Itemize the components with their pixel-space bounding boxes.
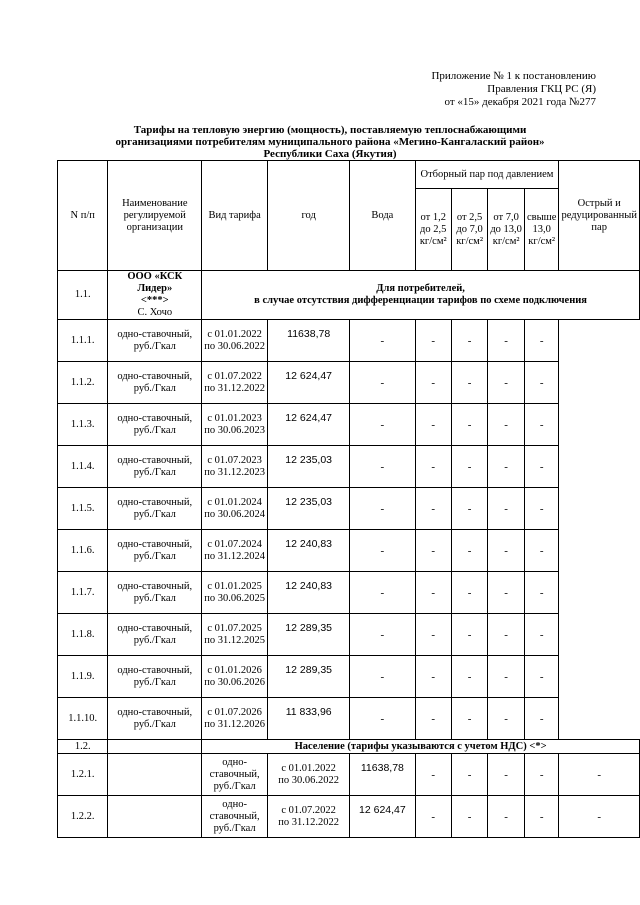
row-number: 1.1.10. [58,698,108,740]
period [202,530,268,572]
sharp-value: - [524,446,558,488]
row-number: 1.1.6. [58,530,108,572]
section-title-line-1: Для потребителей, [376,283,465,294]
period-to: по 31.12.2022 [204,382,265,394]
period-to: по 30.06.2024 [204,508,265,520]
period [202,572,268,614]
table-row [58,572,640,614]
p2-value: - [451,796,487,838]
p2-value: - [415,488,451,530]
p2-value: - [415,656,451,698]
sharp-value: - [524,698,558,740]
p1-value: - [350,572,415,614]
row-number: 1.1.4. [58,446,108,488]
period [202,488,268,530]
p3-value: - [451,488,487,530]
period [202,362,268,404]
table-body [58,271,640,320]
header-p1: от 1,2 до 2,5 кг/см² [415,189,451,271]
water-value: 12 624,47 [268,404,350,446]
p2-value: - [415,320,451,362]
p4-value: - [524,796,558,838]
p1-value: - [415,796,451,838]
p3-value: - [451,656,487,698]
section-title [202,271,640,320]
period-from: с 01.01.2026 [207,664,262,676]
row-number: 1.1.5. [58,488,108,530]
p3-value: - [451,614,487,656]
section-title: Население (тарифы указываются с учетом НДС) <*> [202,740,640,754]
p4-value: - [488,404,525,446]
header-line-1: Приложение № 1 к постановлению [431,70,596,82]
tariff-table [57,160,640,838]
table-row [58,754,640,796]
row-number: 1.2.1. [58,754,108,796]
header-org: Наименование регулируемой организации [108,161,202,271]
water-value: 12 624,47 [268,362,350,404]
period [268,796,350,838]
tariff-type: одно-ставочный, руб./Гкал [108,614,202,656]
sharp-value: - [559,796,640,838]
p2-value: - [415,698,451,740]
header-sharp: Острый и редуцированный пар [559,161,640,271]
header-num: N п/п [58,161,108,271]
period-to: по 30.06.2025 [204,592,265,604]
header-p3: от 7,0 до 13,0 кг/см² [488,189,525,271]
water-value: 12 235,03 [268,488,350,530]
row-number: 1.1.3. [58,404,108,446]
period-from: с 01.07.2023 [207,454,262,466]
row-number: 1.1.2. [58,362,108,404]
period-to: по 31.12.2025 [204,634,265,646]
organization-note: <***> [140,295,169,306]
sharp-value: - [524,572,558,614]
p1-value: - [350,530,415,572]
period-from: с 01.01.2023 [207,412,262,424]
period-to: по 31.12.2023 [204,466,265,478]
tariff-type: одно-ставочный, руб./Гкал [108,320,202,362]
water-value: 11638,78 [268,320,350,362]
row-number: 1.1.8. [58,614,108,656]
tariff-type: одно-ставочный, руб./Гкал [108,362,202,404]
p4-value: - [488,614,525,656]
table-row [58,488,640,530]
sharp-value: - [559,754,640,796]
table-row [58,614,640,656]
p2-value: - [415,404,451,446]
table-row [58,362,640,404]
period-from: с 01.01.2022 [281,762,336,774]
p4-value: - [488,698,525,740]
section-num: 1.1. [58,271,108,320]
organization-name: ООО «КСК Лидер» [127,271,183,294]
p3-value: - [451,404,487,446]
p4-value: - [488,572,525,614]
period [202,698,268,740]
sharp-value: - [524,320,558,362]
section-2 [58,740,640,754]
p1-value: - [350,698,415,740]
p2-value: - [415,572,451,614]
header-p4: свыше 13,0 кг/см² [524,189,558,271]
tariff-type: одно-ставочный, руб./Гкал [108,572,202,614]
tariff-type: одно-ставочный, руб./Гкал [108,698,202,740]
organization-cell [108,271,202,320]
tariff-type: одно-ставочный, руб./Гкал [108,530,202,572]
p3-value: - [488,796,525,838]
water-value: 12 289,35 [268,656,350,698]
table-row [58,320,640,362]
section-num: 1.2. [58,740,108,754]
table-row [58,530,640,572]
table-row [58,404,640,446]
period-to: по 31.12.2024 [204,550,265,562]
period [202,446,268,488]
p4-value: - [488,320,525,362]
water-value: 11 833,96 [268,698,350,740]
header-line-2: Правления ГКЦ РС (Я) [487,83,596,95]
sharp-value: - [524,488,558,530]
sharp-value: - [524,404,558,446]
water-value: 12 235,03 [268,446,350,488]
row-number: 1.1.7. [58,572,108,614]
row-number: 1.2.2. [58,796,108,838]
period [202,404,268,446]
row-number: 1.1.9. [58,656,108,698]
p3-value: - [488,754,525,796]
table-header [58,161,640,271]
p2-value: - [415,362,451,404]
period-from: с 01.07.2024 [207,538,262,550]
p1-value: - [415,754,451,796]
p3-value: - [451,530,487,572]
period [202,614,268,656]
period-from: с 01.07.2025 [207,622,262,634]
header-water: Вода [350,161,415,271]
period-to: по 30.06.2023 [204,424,265,436]
title-line-2: организациями потребителям муниципального района «Мегино-Кангалаский район» [115,136,545,148]
table-row [58,656,640,698]
p1-value: - [350,362,415,404]
water-value: 12 624,47 [350,796,415,838]
p4-value: - [488,656,525,698]
p3-value: - [451,572,487,614]
header-p2: от 2,5 до 7,0 кг/см² [451,189,487,271]
p2-value: - [415,614,451,656]
period [202,320,268,362]
p1-value: - [350,404,415,446]
p4-value: - [524,754,558,796]
title-line-3: Республики Саха (Якутия) [263,148,397,160]
p1-value: - [350,614,415,656]
document-title [60,124,600,160]
tariff-type: одно-ставочный, руб./Гкал [202,754,268,796]
table-row [58,446,640,488]
period-to: по 31.12.2022 [278,816,340,828]
section-title-line-2: в случае отсутствия дифференциации тарифов по схеме подключения [254,295,587,306]
period-from: с 01.07.2022 [207,370,262,382]
period-from: с 01.01.2022 [207,328,262,340]
sharp-value: - [524,530,558,572]
title-line-1: Тарифы на тепловую энергию (мощность), поставляемую теплоснабжающими [133,124,527,136]
period-to: по 30.06.2022 [204,340,265,352]
organization-place: С. Хочо [137,307,173,318]
p4-value: - [488,446,525,488]
p1-value: - [350,446,415,488]
period-to: по 31.12.2026 [204,718,265,730]
period-to: по 30.06.2022 [278,774,340,786]
section-row [58,740,640,754]
rows-group-1 [58,320,640,740]
header-line-3: от «15» декабря 2021 года №277 [444,96,596,108]
water-value: 12 289,35 [268,614,350,656]
document-header [431,70,596,109]
p4-value: - [488,488,525,530]
period [202,656,268,698]
section-row [58,271,640,320]
row-number: 1.1.1. [58,320,108,362]
rows-group-2 [58,754,640,838]
p2-value: - [451,754,487,796]
tariff-type: одно-ставочный, руб./Гкал [108,404,202,446]
p3-value: - [451,446,487,488]
period-from: с 01.07.2026 [207,706,262,718]
tariff-type: одно-ставочный, руб./Гкал [108,656,202,698]
sharp-value: - [524,362,558,404]
period-to: по 30.06.2026 [204,676,265,688]
header-steam: Отборный пар под давлением [415,161,559,189]
water-value: 11638,78 [350,754,415,796]
p1-value: - [350,488,415,530]
p3-value: - [451,320,487,362]
period-from: с 01.01.2024 [207,496,262,508]
p4-value: - [488,530,525,572]
header-type: Вид тарифа [202,161,268,271]
organization-empty [108,796,202,838]
p3-value: - [451,362,487,404]
p3-value: - [451,698,487,740]
organization-empty [108,754,202,796]
p2-value: - [415,530,451,572]
water-value: 12 240,83 [268,572,350,614]
header-year: год [268,161,350,271]
water-value: 12 240,83 [268,530,350,572]
table-row [58,796,640,838]
tariff-type: одно-ставочный, руб./Гкал [108,446,202,488]
tariff-type: одно-ставочный, руб./Гкал [202,796,268,838]
sharp-value: - [524,656,558,698]
period-from: с 01.07.2022 [281,804,336,816]
period-from: с 01.01.2025 [207,580,262,592]
p2-value: - [415,446,451,488]
p1-value: - [350,656,415,698]
table-row [58,698,640,740]
sharp-value: - [524,614,558,656]
tariff-type: одно-ставочный, руб./Гкал [108,488,202,530]
p1-value: - [350,320,415,362]
p4-value: - [488,362,525,404]
period [268,754,350,796]
